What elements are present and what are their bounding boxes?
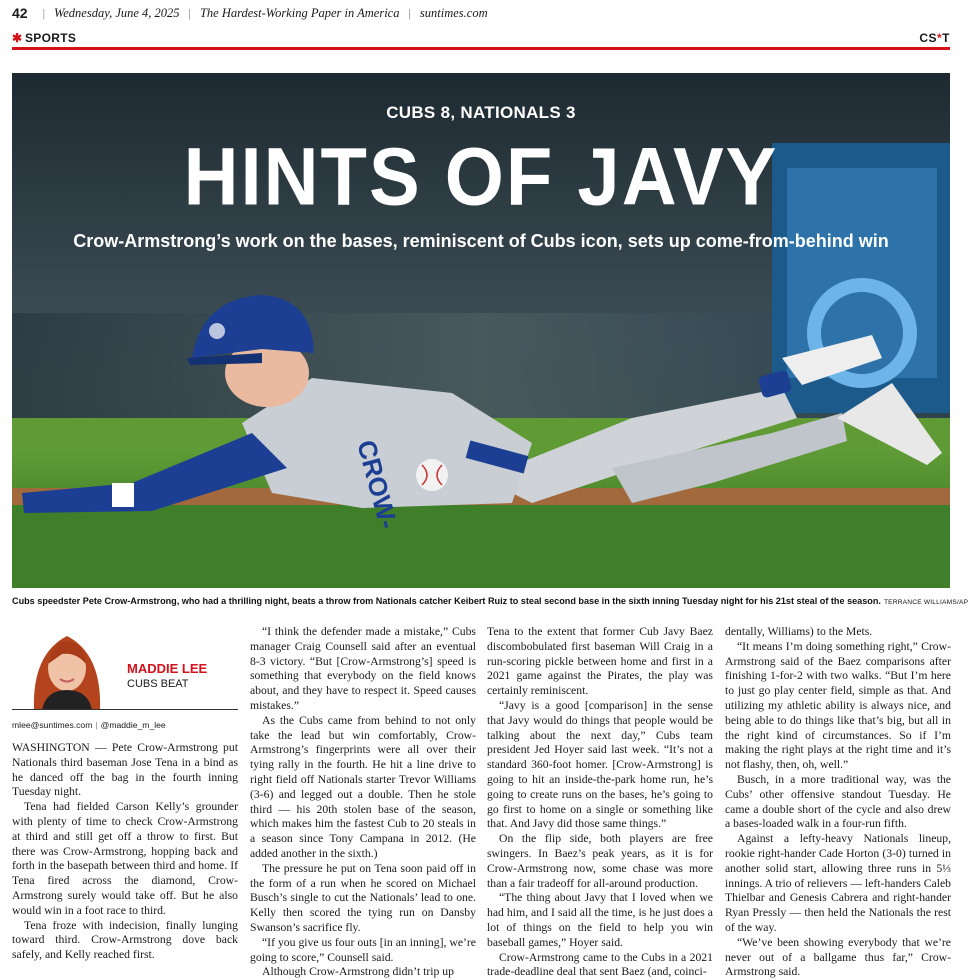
author-social-handle[interactable]: @maddie_m_lee: [100, 720, 166, 730]
byline: [12, 620, 238, 740]
article-paragraph: Although Crow-Armstrong didn’t trip up: [262, 965, 454, 979]
article-paragraph: “The thing about Javy that I loved when we had him, and I said all the time, is he just does a lot of things on the field to help you win baseball games,” Hoyer said.: [487, 891, 713, 949]
article-paragraph: As the Cubs came from behind to not only take the lead but win comfortably, Crow-Armstrong’s fingerprints were all over their tying rally in the fourth. He hit a line drive to right field off Nationals starter Trevor Williams (3-6) and legged out a double. Then he stole third — his 20th stolen base of the season, which makes him the fastest Cub to 20 steals in a season since Tony Campana in 2012. (He added another in the sixth.): [250, 713, 476, 860]
article-paragraph: Busch, in a more traditional way, was the Cubs’ other offensive standout Tuesday. He came a double short of the cycle and also drew a bases-loaded walk in a four-run fifth.: [725, 772, 951, 831]
hero-photo: [12, 73, 950, 588]
page-number: 42: [12, 5, 28, 21]
issue-date: Wednesday, June 4, 2025: [53, 5, 180, 20]
article-paragraph: “It means I’m doing something right,” Crow-Armstrong said of the Baez comparisons after finishing 1-for-2 with two walks. “But I’m here to just go play center field, simple as that. And utilizing my athletic ability is always nice, and being able to do things like that’s big, but all in the right kind of circumstances. So if I’m making the right plays at the right time and it’s not flashy, then, oh, well.”: [725, 639, 951, 772]
star-icon: ✱: [12, 31, 23, 45]
author-email[interactable]: mlee@suntimes.com: [12, 720, 93, 730]
article-paragraph: Crow-Armstrong came to the Cubs in a 2021 trade-deadline deal that sent Baez (and, coinci-: [487, 950, 713, 979]
brand-logo: CS*T: [919, 31, 950, 45]
section-header: [12, 30, 950, 50]
article-paragraph: “We’ve been showing everybody that we’re never out of a ballgame thus far,” Crow-Armstrong said.: [725, 935, 951, 979]
article-paragraph: The pressure he put on Tena soon paid off in the form of a run when he scored on Michael Busch’s single to cut the Nationals’ lead to one. Kelly then scored the tying run on Dansby Swanson’s sacrifice fly.: [250, 861, 476, 934]
byline-rule: [12, 709, 238, 710]
article-paragraph: “Javy is a good [comparison] in the sense that Javy would do things that people would be talking about the next day,” Cubs team president Jed Hoyer said last week. “It’s not a standard 360-foot homer. [Crow-Armstrong] is going to hit an inside-the-park home run, he’s going to create runs on the bases, he’s going to go first to home on a single or something like that. And Javy did those same things.”: [487, 698, 713, 831]
article-paragraph: On the flip side, both players are free swingers. In Baez’s peak years, as it is for Crow-Armstrong now, some chase was more than a fair tradeoff for all-around production.: [487, 832, 713, 890]
article-column-3: [487, 625, 713, 980]
photo-credit: TERRANCE WILLIAMS/AP: [883, 599, 969, 606]
folio-separator: |: [408, 5, 411, 20]
deck: Crow-Armstrong’s work on the bases, reminiscent of Cubs icon, sets up come-from-behind win: [73, 231, 889, 251]
headline: HINTS OF JAVY: [183, 131, 779, 223]
paper-motto: The Hardest-Working Paper in America: [199, 5, 400, 20]
author-contact: mlee@suntimes.com | @maddie_m_lee: [12, 720, 166, 730]
section-label: SPORTS: [25, 31, 77, 45]
article-column-2: [250, 625, 476, 980]
section-rule: [12, 47, 950, 50]
article-paragraph: “If you give us four outs [in an inning], we’re going to score,” Counsell said.: [250, 935, 476, 964]
author-name: MADDIE LEE: [127, 661, 208, 676]
kicker: CUBS 8, NATIONALS 3: [386, 103, 576, 122]
folio-line: [12, 4, 488, 22]
folio-separator: |: [42, 5, 45, 20]
article-column-4: [725, 625, 951, 980]
folio-separator: |: [188, 5, 191, 20]
article-paragraph: WASHINGTON — Pete Crow-Armstrong put Nationals third baseman Jose Tena in a bind as he danced off the bag in the fourth inning Tuesday night.: [12, 741, 238, 799]
article-column-1: [12, 741, 238, 963]
article-paragraph: dentally, Williams) to the Mets.: [725, 625, 873, 638]
article-paragraph: Against a lefty-heavy Nationals lineup, rookie right-hander Cade Horton (3-0) turned in another solid start, allowing three runs in 5⅓ innings. A trio of relievers — left-handers Caleb Thielbar and Genesis Cabrera and right-hander Ryan Pressly — then held the Nationals the rest of the way.: [725, 832, 951, 934]
website-link: suntimes.com: [419, 5, 488, 20]
article-paragraph: Tena froze with indecision, finally lunging toward third. Crow-Armstrong dove back safely, and Kelly reached first.: [12, 918, 238, 962]
article-paragraph: Tena had fielded Carson Kelly’s grounder with plenty of time to check Crow-Armstrong at third and still get off a throw to first. But there was Crow-Armstrong, hopping back and forth in the basepath between third and home. If Tena fired across the diamond, Crow-Armstrong surely would take off. But he also would win in a foot race to third.: [12, 800, 238, 917]
avatar: [24, 624, 110, 710]
article-paragraph: Tena to the extent that former Cub Javy Baez discombobulated first baseman Will Craig in a run-scoring pickle between home and first in a 2021 game against the Pirates, the play was certainly reminiscent.: [487, 625, 713, 698]
author-beat: CUBS BEAT: [127, 678, 189, 690]
photo-caption: [12, 596, 969, 606]
svg-text:CROW-: CROW-: [351, 436, 404, 532]
author-portrait-icon: [24, 624, 110, 710]
article-paragraph: “I think the defender made a mistake,” Cubs manager Craig Counsell said after an eventual 8-3 victory. “But [Crow-Armstrong’s] speed is something that everybody on the field knows about, and they have to respect it. Speed causes mistakes.”: [250, 625, 476, 712]
caption-text: Cubs speedster Pete Crow-Armstrong, who had a thrilling night, beats a throw from Nationals catcher Keibert Ruiz to steal second base in the sixth inning Tuesday night for his 21st steal of the season.: [12, 596, 881, 606]
